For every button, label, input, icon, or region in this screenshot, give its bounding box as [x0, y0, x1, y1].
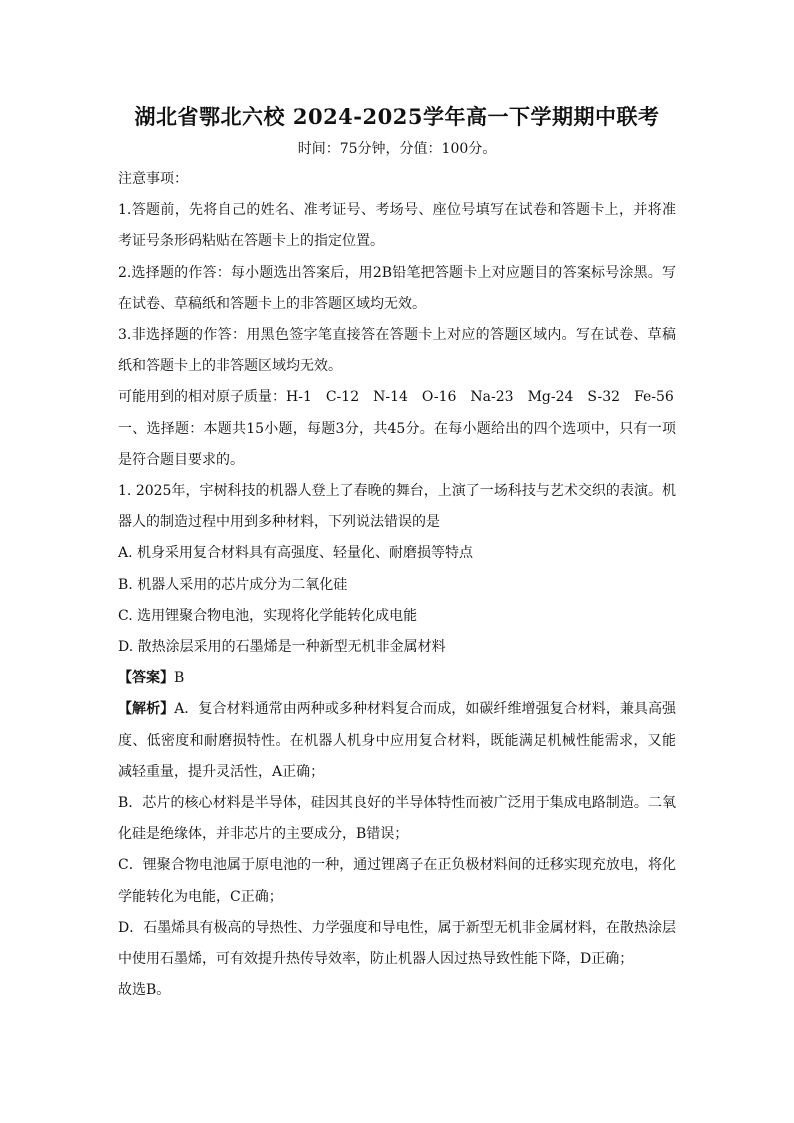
- answer-line: [118, 663, 676, 694]
- exam-title: 湖北省鄂北六校 2024-2025学年高一下学期期中联考: [134, 104, 660, 129]
- note-item: 2.选择题的作答：每小题选出答案后，用2B铅笔把答题卡上对应题目的答案标号涂黑。写在试卷、草稿纸和答题卡上的非答题区域均无效。: [118, 264, 676, 312]
- analysis-c: C．锂聚合物电池属于原电池的一种，通过锂离子在正负极材料间的迁移实现充放电，将化学能转化为电能，C正确；: [118, 857, 676, 905]
- option-d: D. 散热涂层采用的石墨烯是一种新型无机非金属材料: [118, 639, 446, 656]
- notes-heading: 注意事项：: [118, 171, 188, 187]
- analysis-conclusion: 故选B。: [118, 982, 171, 999]
- note-item: 1.答题前，先将自己的姓名、准考证号、考场号、座位号填写在试卷和答题卡上，并将准考证号条形码粘贴在答题卡上的指定位置。: [118, 202, 676, 250]
- analysis-text-a: A．复合材料通常由两种或多种材料复合而成，如碳纤维增强复合材料，兼具高强度、低密度和耐磨损特性。在机器人机身中应用复合材料，既能满足机械性能需求，又能减轻重量，提升灵活性，A正确；: [118, 701, 677, 780]
- option-b: B. 机器人采用的芯片成分为二氧化硅: [118, 576, 348, 593]
- question-1-stem: 1. 2025年，宇树科技的机器人登上了春晚的舞台，上演了一场科技与艺术交织的表演。机器人的制造过程中用到多种材料，下列说法错误的是: [118, 483, 676, 531]
- option-c: C. 选用锂聚合物电池，实现将化学能转化成电能: [118, 607, 418, 624]
- analysis-b: B．芯片的核心材料是半导体，硅因其良好的半导体特性而被广泛用于集成电路制造。二氧化硅是绝缘体，并非芯片的主要成分，B错误；: [118, 795, 676, 843]
- analysis-d: D．石墨烯具有极高的导热性、力学强度和导电性，属于新型无机非金属材料，在散热涂层中使用石墨烯，可有效提升热传导效率，防止机器人因过热导致性能下降，D正确；: [118, 919, 676, 968]
- note-item: 3.非选择题的作答：用黑色签字笔直接答在答题卡上对应的答题区域内。写在试卷、草稿纸和答题卡上的非答题区域均无效。: [118, 327, 676, 375]
- option-a: A. 机身采用复合材料具有高强度、轻量化、耐磨损等特点: [118, 545, 474, 562]
- answer-label: 【答案】: [118, 670, 174, 687]
- exam-time-score: 时间：75分钟，分值：100分。: [297, 141, 497, 157]
- atomic-masses: 可能用到的相对原子质量：H-1 C-12 N-14 O-16 Na-23 Mg-24 S-32 Fe-56: [118, 389, 674, 406]
- answer-value: B: [174, 670, 185, 687]
- analysis-a: [118, 694, 676, 788]
- analysis-label: 【解析】: [118, 701, 175, 718]
- section-heading: 一、选择题：本题共15小题，每题3分，共45分。在每小题给出的四个选项中，只有一项是符合题目要求的。: [118, 420, 676, 468]
